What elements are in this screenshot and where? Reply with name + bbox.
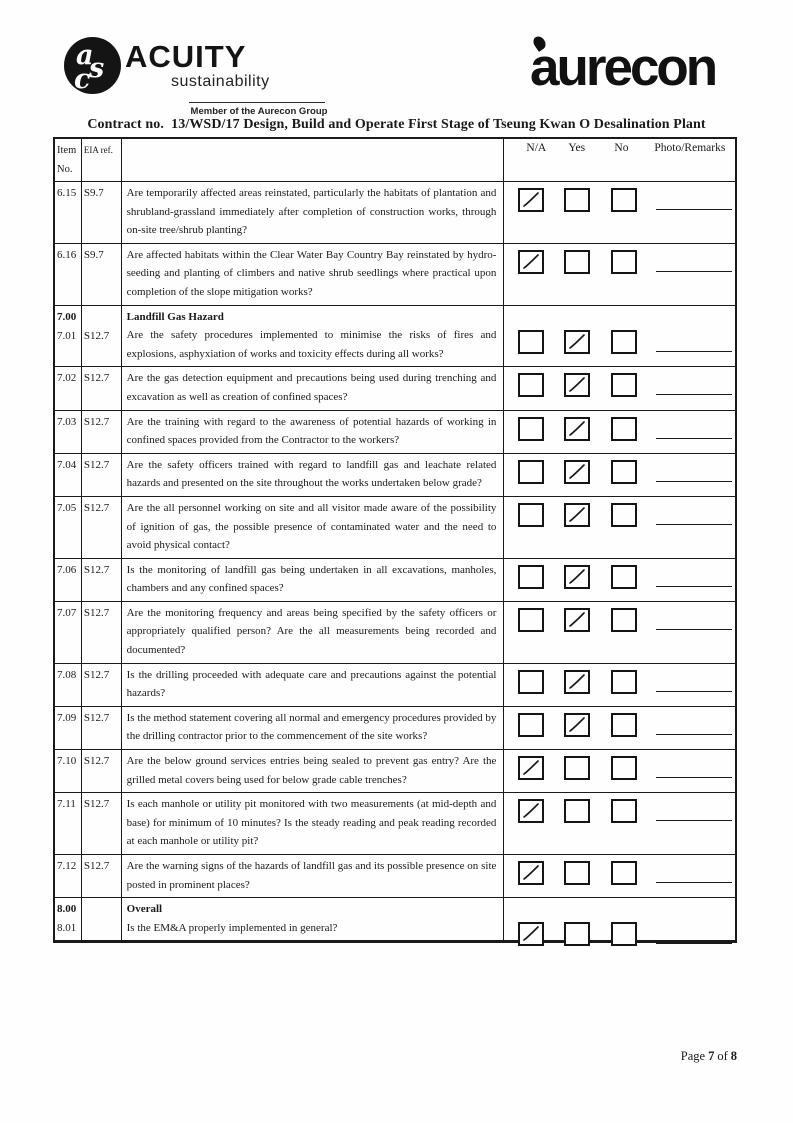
answer-cell — [504, 898, 735, 940]
checkbox-yes — [564, 417, 590, 441]
checkbox-yes — [564, 373, 590, 397]
question-text: Are temporarily affected areas reinstated, particularly the habitats of plantation and shrubland-grassland immediately after completion of construction works, through on-site tree/shrub planting? — [126, 187, 497, 237]
table-row — [55, 707, 735, 750]
answer-cell — [504, 367, 735, 409]
item-no-cell — [55, 664, 82, 706]
checkbox-na — [518, 417, 544, 441]
tick-icon — [520, 863, 542, 883]
table-row — [55, 244, 735, 306]
checkbox-no — [611, 503, 637, 527]
question-text: Are the warning signs of the hazards of landfill gas and its possible presence on site posted in prominent places? — [126, 860, 497, 891]
header-no-col-label: No — [614, 142, 629, 154]
checkbox-na — [518, 460, 544, 484]
checkbox-na — [518, 799, 544, 823]
item-no-cell — [55, 559, 82, 601]
question-text: Are the monitoring frequency and areas being specified by the safety officers or appropriately qualified person? Are the all measurements being recorded and documented? — [126, 606, 497, 657]
checkbox-na — [518, 922, 544, 946]
item-no-cell — [55, 602, 82, 663]
question-cell — [122, 497, 505, 558]
question-cell — [122, 793, 505, 854]
table-row — [55, 793, 735, 855]
eia-ref-cell — [82, 367, 122, 409]
checkbox-no — [611, 417, 637, 441]
section-title: Overall — [126, 903, 163, 916]
item-no: 7.10 — [57, 755, 77, 768]
checkbox-yes — [564, 188, 590, 212]
remarks-line — [656, 691, 732, 692]
remarks-line — [656, 481, 732, 482]
eia-ref-cell — [82, 411, 122, 453]
item-no-cell — [55, 411, 82, 453]
item-no: 7.08 — [57, 668, 77, 681]
question-text: Are affected habitats within the Clear Water Bay Country Bay reinstated by hydro-seeding and planting of climbers and native shrub seedlings where practical upon completion of the slope mitigation works? — [126, 248, 497, 298]
of-word: of — [717, 1049, 728, 1063]
item-no-cell — [55, 306, 82, 367]
remarks-line — [656, 394, 732, 395]
acuity-tagline: sustainability — [171, 73, 270, 90]
question-cell — [122, 559, 505, 601]
checkbox-no — [611, 250, 637, 274]
section-item-no: 8.00 — [57, 903, 77, 916]
checkbox-no — [611, 373, 637, 397]
remarks-line — [656, 820, 732, 821]
checkbox-no — [611, 922, 637, 946]
section-title: Landfill Gas Hazard — [126, 310, 224, 323]
question-text: Are the all personnel working on site and all visitor made aware of the possibility of ignition of gas, the possible presence of contaminated water and the need to avoid physical contact? — [126, 501, 497, 552]
item-no: 7.06 — [57, 563, 77, 576]
header-remarks-label: Photo/Remarks — [654, 142, 726, 154]
tick-icon — [566, 505, 588, 525]
answer-cell — [504, 855, 735, 897]
header-item-no — [55, 139, 82, 181]
eia-ref: S12.7 — [83, 563, 110, 576]
question-text: Is the EM&A properly implemented in general? — [126, 921, 338, 934]
table-row — [55, 411, 735, 454]
eia-spacer — [84, 308, 119, 327]
eia-ref: S9.7 — [83, 248, 104, 261]
remarks-line — [656, 777, 732, 778]
page-number — [681, 1049, 737, 1064]
checkbox-yes — [564, 799, 590, 823]
answer-cell — [504, 602, 735, 663]
answer-cell — [504, 707, 735, 749]
checkbox-yes — [564, 608, 590, 632]
answer-cell — [504, 411, 735, 453]
item-no: 7.07 — [57, 606, 77, 619]
item-no-cell — [55, 454, 82, 496]
table-row — [55, 497, 735, 559]
current-page: 7 — [708, 1049, 715, 1063]
item-no-cell — [55, 793, 82, 854]
tick-icon — [520, 924, 542, 944]
table-row — [55, 664, 735, 707]
question-text: Are the training with regard to the awareness of potential hazards of working in confined spaces provided from the Contractor to the workers? — [126, 415, 497, 447]
item-no-cell — [55, 707, 82, 749]
question-cell — [122, 750, 505, 792]
section-item-no: 7.00 — [57, 310, 77, 323]
checkbox-yes — [564, 250, 590, 274]
eia-ref-cell — [82, 182, 122, 243]
checkbox-na — [518, 861, 544, 885]
question-text: Is the method statement covering all normal and emergency procedures provided by the drilling contractor prior to the commencement of the site works? — [126, 711, 497, 743]
answer-cell — [504, 182, 735, 243]
answer-cell — [504, 750, 735, 792]
header-question — [122, 139, 505, 181]
checkbox-no — [611, 330, 637, 354]
header-no-label: No. — [57, 164, 73, 175]
question-cell — [122, 898, 505, 940]
question-text: Are the safety officers trained with regard to landfill gas and leachate related hazards and presented on the site throughout the works undertaken below grade? — [126, 458, 497, 490]
eia-ref: S12.7 — [83, 798, 110, 811]
eia-ref: S9.7 — [83, 187, 104, 199]
remarks-line — [656, 943, 732, 944]
question-cell — [122, 244, 505, 305]
question-text: Are the safety procedures implemented to minimise the risks of fires and explosions, asphyxiation of works and toxicity effects during all works? — [126, 329, 497, 360]
item-no: 7.05 — [57, 501, 77, 514]
checkbox-no — [611, 670, 637, 694]
checkbox-no — [611, 188, 637, 212]
tick-icon — [566, 610, 588, 630]
eia-ref-cell — [82, 559, 122, 601]
checkbox-yes — [564, 922, 590, 946]
item-no: 7.09 — [57, 711, 77, 724]
remarks-line — [656, 629, 732, 630]
table-row — [55, 750, 735, 793]
item-no: 7.12 — [57, 860, 77, 872]
item-no-cell — [55, 367, 82, 409]
checkbox-na — [518, 250, 544, 274]
eia-ref-cell — [82, 306, 122, 367]
eia-ref-cell — [82, 454, 122, 496]
header-yes-label: Yes — [568, 142, 586, 154]
tick-icon — [520, 758, 542, 778]
answer-cell — [504, 454, 735, 496]
svg-text:a: a — [76, 40, 94, 71]
eia-ref-cell — [82, 793, 122, 854]
eia-ref-cell — [82, 750, 122, 792]
tick-icon — [566, 672, 588, 692]
checkbox-na — [518, 330, 544, 354]
item-no-cell — [55, 898, 82, 940]
item-no: 7.11 — [57, 798, 76, 811]
eia-ref: S12.7 — [83, 860, 110, 872]
eia-ref: S12.7 — [83, 458, 110, 471]
acuity-name: ACUITY — [125, 39, 247, 74]
checkbox-na — [518, 188, 544, 212]
checkbox-na — [518, 713, 544, 737]
checkbox-no — [611, 799, 637, 823]
eia-ref-cell — [82, 707, 122, 749]
question-cell — [122, 182, 505, 243]
item-no: 6.16 — [57, 248, 77, 261]
eia-ref: S12.7 — [83, 755, 110, 768]
contract-title: Contract no. 13/WSD/17 Design, Build and Operate First Stage of Tseung Kwan O Desalination Plant — [87, 117, 706, 132]
question-cell — [122, 454, 505, 496]
question-text: Is the monitoring of landfill gas being undertaken in all excavations, manholes, chambers and any confined spaces? — [126, 563, 497, 595]
acuity-divider — [189, 102, 325, 103]
eia-ref: S12.7 — [83, 329, 110, 342]
item-no-cell — [55, 750, 82, 792]
remarks-line — [656, 438, 732, 439]
item-no-cell — [55, 497, 82, 558]
checkbox-yes — [564, 460, 590, 484]
item-no: 8.01 — [57, 922, 77, 935]
tick-icon — [566, 332, 588, 352]
checkbox-yes — [564, 330, 590, 354]
item-no-cell — [55, 244, 82, 305]
eia-ref-cell — [82, 244, 122, 305]
answer-cell — [504, 244, 735, 305]
table-row — [55, 306, 735, 368]
checkbox-na — [518, 670, 544, 694]
item-no: 7.02 — [57, 372, 77, 385]
checkbox-no — [611, 608, 637, 632]
eia-ref: S12.7 — [83, 501, 110, 514]
question-cell — [122, 707, 505, 749]
checkbox-yes — [564, 861, 590, 885]
checkbox-no — [611, 756, 637, 780]
question-cell — [122, 602, 505, 663]
total-pages: 8 — [730, 1049, 737, 1063]
eia-ref: S12.7 — [83, 415, 110, 428]
item-no: 7.03 — [57, 415, 77, 428]
checkbox-na — [518, 503, 544, 527]
page-word: Page — [680, 1049, 706, 1063]
table-row — [55, 855, 735, 898]
table-row — [55, 559, 735, 602]
tick-icon — [566, 462, 588, 482]
question-cell — [122, 306, 505, 367]
eia-ref: S12.7 — [83, 606, 110, 619]
table-row — [55, 602, 735, 664]
checkbox-no — [611, 565, 637, 589]
question-cell — [122, 855, 505, 897]
checkbox-na — [518, 565, 544, 589]
question-text: Are the gas detection equipment and precautions being used during trenching and excavation as well as creation of confined spaces? — [126, 372, 497, 403]
tick-icon — [566, 419, 588, 439]
table-row — [55, 367, 735, 410]
checkbox-no — [611, 861, 637, 885]
eia-ref-cell — [82, 664, 122, 706]
remarks-line — [656, 734, 732, 735]
tick-icon — [520, 252, 542, 272]
question-cell — [122, 367, 505, 409]
table-row — [55, 182, 735, 244]
remarks-line — [656, 882, 732, 883]
answer-cell — [504, 793, 735, 854]
eia-ref-cell — [82, 855, 122, 897]
tick-icon — [566, 567, 588, 587]
aurecon-wordmark: aurecon — [530, 38, 716, 97]
header-answers — [504, 139, 735, 181]
eia-ref-cell — [82, 602, 122, 663]
answer-cell — [504, 664, 735, 706]
aurecon-logo — [508, 30, 738, 100]
checkbox-yes — [564, 503, 590, 527]
acuity-monogram-icon — [63, 36, 122, 95]
tick-icon — [566, 715, 588, 735]
answer-cell — [504, 559, 735, 601]
question-text: Is the drilling proceeded with adequate care and precautions against the potential hazards? — [126, 668, 497, 700]
acuity-wordmark — [125, 39, 328, 117]
remarks-line — [656, 209, 732, 210]
checkbox-yes — [564, 756, 590, 780]
header-item-label: Item — [57, 145, 77, 156]
table-row — [55, 898, 735, 941]
item-no-cell — [55, 182, 82, 243]
question-text: Is each manhole or utility pit monitored with two measurements (at mid-depth and base) for minimum of 10 minutes? Is the steady reading and peak reading recorded at each manhole or utility pit? — [126, 798, 497, 848]
checkbox-na — [518, 608, 544, 632]
eia-spacer — [84, 900, 119, 919]
item-no: 6.15 — [57, 187, 77, 199]
checkbox-no — [611, 713, 637, 737]
eia-ref-cell — [82, 898, 122, 940]
header-eia-ref: EIA ref. — [82, 139, 122, 181]
tick-icon — [520, 190, 542, 210]
remarks-line — [656, 524, 732, 525]
table-row — [55, 454, 735, 497]
eia-ref: S12.7 — [83, 372, 110, 385]
svg-text:c: c — [74, 64, 91, 95]
remarks-line — [656, 271, 732, 272]
item-no: 7.01 — [57, 329, 77, 342]
table-header-row — [55, 139, 735, 182]
checkbox-no — [611, 460, 637, 484]
checkbox-na — [518, 373, 544, 397]
question-text: Are the below ground services entries being sealed to prevent gas entry? Are the grilled metal covers being used for below grade cable trenches? — [126, 755, 497, 786]
question-cell — [122, 664, 505, 706]
checkbox-yes — [564, 713, 590, 737]
remarks-line — [656, 586, 732, 587]
tick-icon — [566, 375, 588, 395]
item-no: 7.04 — [57, 458, 77, 471]
answer-cell — [504, 306, 735, 367]
remarks-line — [656, 351, 732, 352]
acuity-member-note: Member of the Aurecon Group — [190, 106, 328, 117]
eia-ref: S12.7 — [83, 711, 110, 724]
svg-text:s: s — [89, 53, 105, 84]
item-no-cell — [55, 855, 82, 897]
eia-ref-cell — [82, 497, 122, 558]
question-cell — [122, 411, 505, 453]
checkbox-yes — [564, 565, 590, 589]
checkbox-yes — [564, 670, 590, 694]
eia-ref: S12.7 — [83, 668, 110, 681]
checkbox-na — [518, 756, 544, 780]
answer-cell — [504, 497, 735, 558]
tick-icon — [520, 801, 542, 821]
checklist-table — [53, 137, 737, 943]
header-na-label: N/A — [526, 142, 547, 154]
